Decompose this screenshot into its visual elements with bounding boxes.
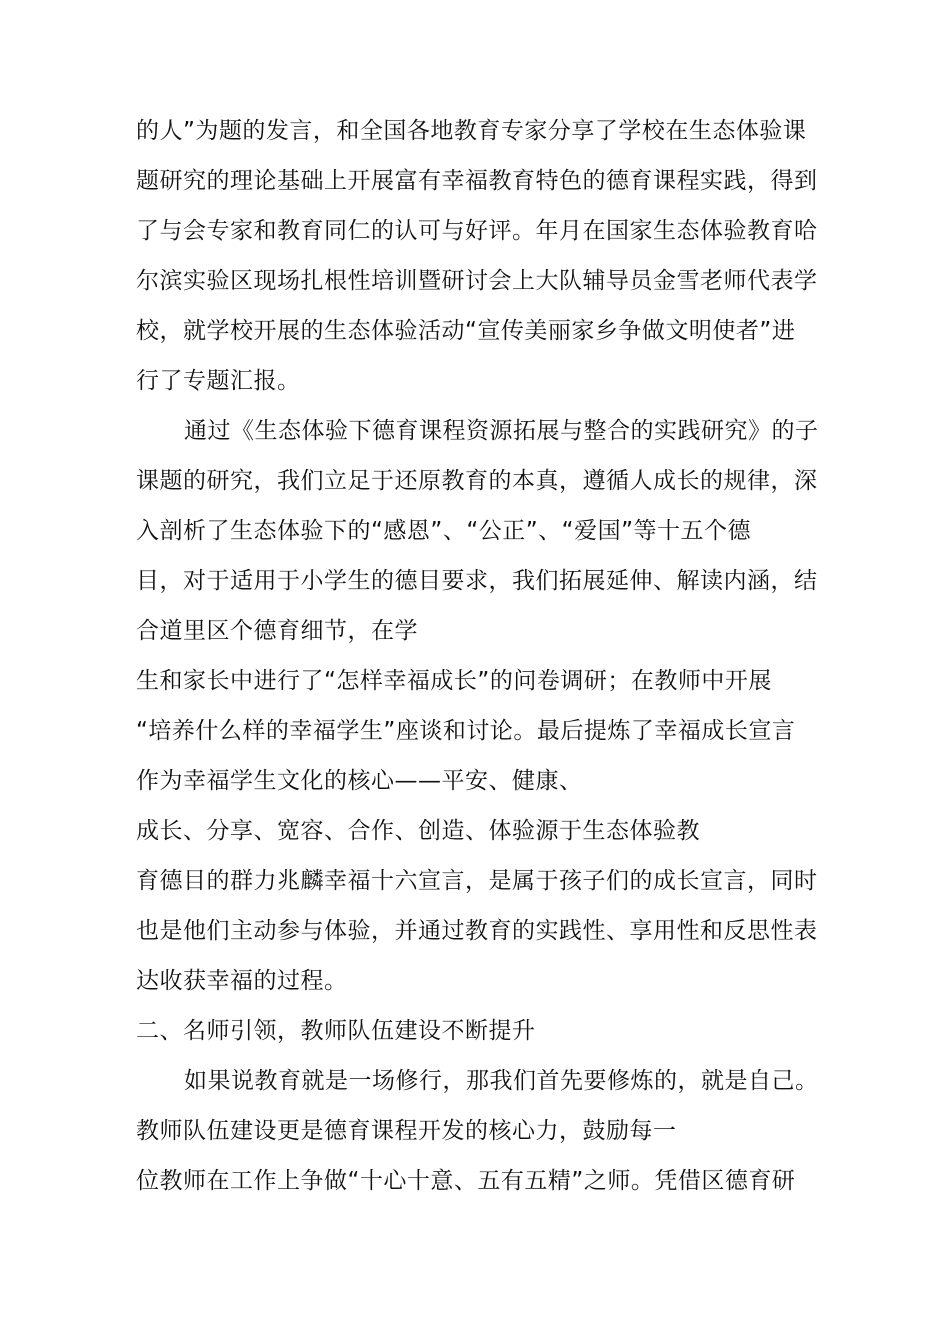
text-line: 合道里区个德育细节，在学 [136,618,418,644]
text-line: 校，就学校开展的生态体验活动“宣传美丽家乡争做文明使者”进 [136,318,796,344]
text-line: 达收获幸福的过程。 [136,968,348,994]
text-line: 行了专题汇报。 [136,368,301,394]
text-line: 尔滨实验区现场扎根性培训暨研讨会上大队辅导员金雪老师代表学 [136,268,818,294]
text-line: 生和家长中进行了“怎样幸福成长”的问卷调研；在教师中开展 [136,668,772,694]
text-line: “培养什么样的幸福学生”座谈和讨论。最后提炼了幸福成长宣言 [136,718,796,744]
text-line: 也是他们主动参与体验，并通过教育的实践性、享用性和反思性表 [136,918,818,944]
paragraph-start-line: 如果说教育就是一场修行，那我们首先要修炼的，就是自己。 [184,1068,819,1094]
text-line: 育德目的群力兆麟幸福十六宣言，是属于孩子们的成长宣言，同时 [136,868,818,894]
text-line: 了与会专家和教育同仁的认可与好评。年月在国家生态体验教育哈 [136,218,818,244]
text-line: 的人”为题的发言，和全国各地教育专家分享了学校在生态体验课 [136,118,807,144]
text-line: 目，对于适用于小学生的德目要求，我们拓展延伸、解读内涵，结 [136,568,818,594]
text-line: 教师队伍建设更是德育课程开发的核心力，鼓励每一 [136,1118,677,1144]
text-line: 成长、分享、宽容、合作、创造、体验源于生态体验教 [136,818,700,844]
paragraph-start-line: 通过《生态体验下德育课程资源拓展与整合的实践研究》的子 [184,418,819,444]
text-line: 课题的研究，我们立足于还原教育的本真，遵循人成长的规律，深 [136,468,818,494]
text-line: 入剖析了生态体验下的“感恩”、“公正”、“爱国”等十五个德 [136,518,751,544]
section-heading: 二、名师引领，教师队伍建设不断提升 [136,1018,536,1044]
text-line: 作为幸福学生文化的核心——平安、健康、 [136,768,583,794]
text-line: 题研究的理论基础上开展富有幸福教育特色的德育课程实践，得到 [136,168,818,194]
text-line: 位教师在工作上争做“十心十意、五有五精”之师。凭借区德育研 [136,1168,796,1194]
